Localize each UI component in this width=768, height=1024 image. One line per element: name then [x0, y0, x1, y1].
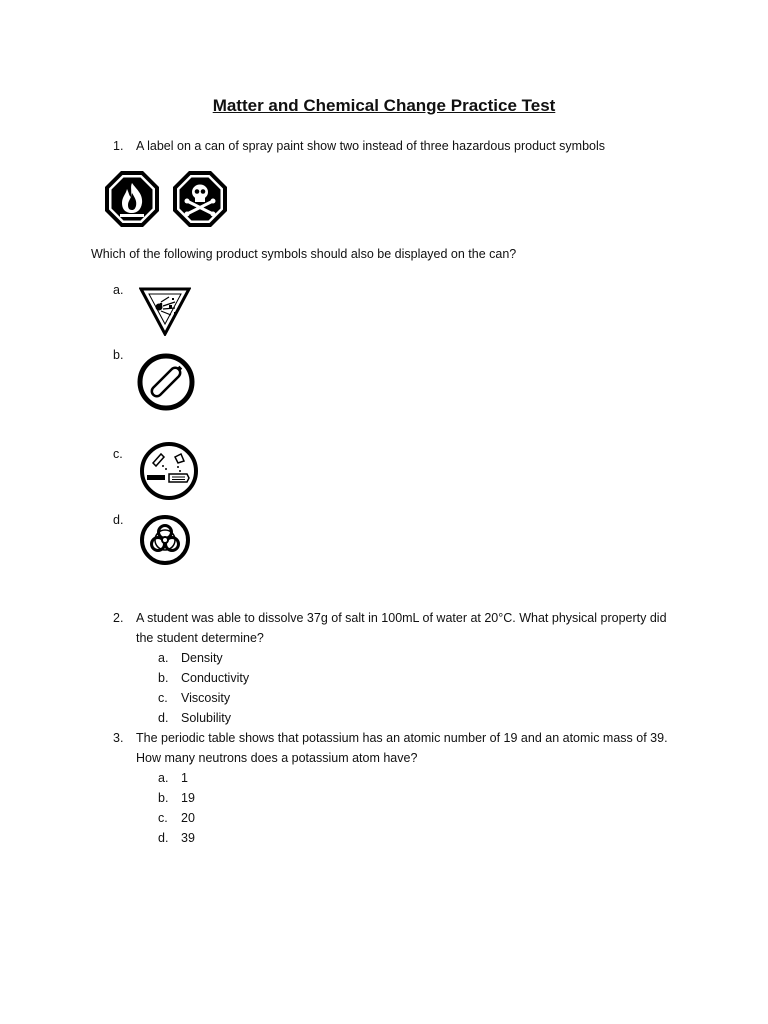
q2-text-line2: the student determine?: [136, 631, 264, 645]
page-title: Matter and Chemical Change Practice Test: [212, 96, 556, 115]
poison-icon: [172, 170, 228, 228]
q3-option-b-text: 19: [181, 791, 195, 805]
q2-option-b-letter: b.: [158, 671, 169, 685]
q3-option-a-text: 1: [181, 771, 188, 785]
q3-option-c-text: 20: [181, 811, 195, 825]
q1-number: 1.: [113, 139, 124, 153]
q3-text-line2: How many neutrons does a potassium atom have?: [136, 751, 418, 765]
q1-option-b-letter: b.: [113, 348, 124, 362]
q3-text-line1: The periodic table shows that potassium has an atomic number of 19 and an atomic mass of 39.: [136, 731, 668, 745]
q1-followup: Which of the following product symbols should also be displayed on the can?: [91, 247, 517, 261]
q3-number: 3.: [113, 731, 124, 745]
q2-option-c-letter: c.: [158, 691, 168, 705]
q2-number: 2.: [113, 611, 124, 625]
q1-option-d-letter: d.: [113, 513, 124, 527]
corrosive-icon[interactable]: [139, 441, 199, 501]
flammable-icon: [104, 170, 160, 228]
q2-text-line1: A student was able to dissolve 37g of salt in 100mL of water at 20°C. What physical property did: [136, 611, 667, 625]
q2-option-c-text: Viscosity: [181, 691, 231, 705]
q1-text: A label on a can of spray paint show two instead of three hazardous product symbols: [136, 139, 606, 153]
compressed-gas-icon[interactable]: [137, 353, 195, 411]
q3-option-d-letter: d.: [158, 831, 169, 845]
q2-option-a-text: Density: [181, 651, 223, 665]
q3-option-b-letter: b.: [158, 791, 169, 805]
q3-option-a-letter: a.: [158, 771, 169, 785]
biohazard-icon[interactable]: [139, 514, 191, 566]
q3-option-c-letter: c.: [158, 811, 168, 825]
q1-option-c-letter: c.: [113, 447, 123, 461]
q3-option-d-text: 39: [181, 831, 195, 845]
q2-option-a-letter: a.: [158, 651, 169, 665]
explosive-icon[interactable]: [139, 286, 191, 336]
q2-option-d-letter: d.: [158, 711, 169, 725]
q2-option-b-text: Conductivity: [181, 671, 250, 685]
q1-option-a-letter: a.: [113, 283, 124, 297]
q2-option-d-text: Solubility: [181, 711, 232, 725]
